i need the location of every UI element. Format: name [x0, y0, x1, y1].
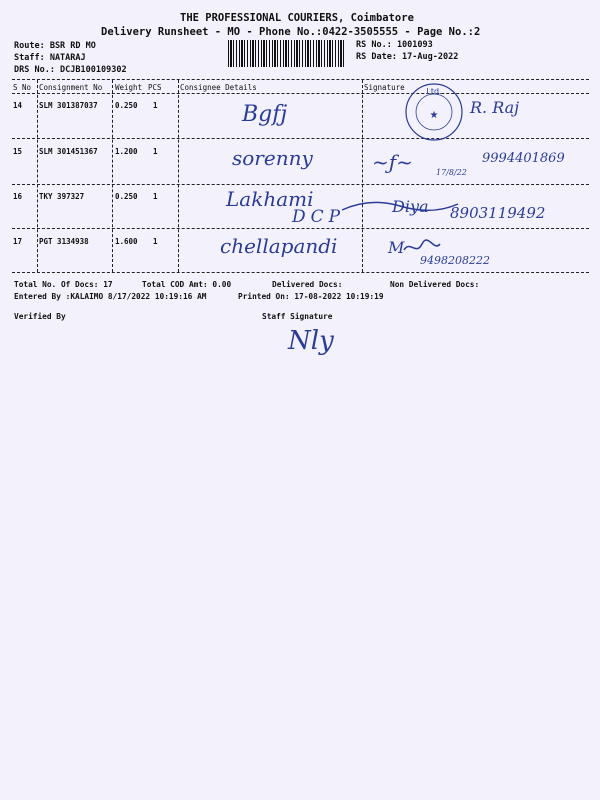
divider: [12, 184, 589, 185]
handwritten-consignee: chellapandi: [220, 234, 338, 258]
row-weight: 0.250: [115, 192, 138, 201]
row-consignment: SLM 301387037: [39, 101, 98, 110]
col-header-pcs: PCS: [148, 83, 162, 92]
col-header-consignment: Consignment No: [39, 83, 103, 92]
row-sno: 16: [13, 192, 23, 201]
printed-on: Printed On: 17-08-2022 10:19:19: [238, 292, 384, 301]
handwritten-phone: 9994401869: [482, 151, 565, 166]
row-weight: 0.250: [115, 101, 138, 110]
row-sno: 17: [13, 237, 23, 246]
col-header-weight: Weight: [115, 83, 143, 92]
row-weight: 1.200: [115, 147, 138, 156]
staff-signature: Nly: [288, 326, 334, 356]
company-title: THE PROFESSIONAL COURIERS, Coimbatore: [180, 12, 414, 24]
verified-by: Verified By: [14, 312, 66, 321]
row-pcs: 1: [153, 237, 158, 246]
row-pcs: 1: [153, 192, 158, 201]
drs-number: DRS No.: DCJB100109302: [14, 65, 127, 75]
handwritten-signature: Diya: [392, 197, 429, 216]
rs-number: RS No.: 1001093: [356, 40, 433, 50]
barcode: [228, 40, 346, 67]
company-stamp: [402, 80, 466, 144]
col-header-consignee: Consignee Details: [180, 83, 257, 92]
handwritten-consignee: sorenny: [232, 146, 313, 170]
row-consignment: SLM 301451367: [39, 147, 98, 156]
column-divider: [37, 80, 38, 272]
staff-label: Staff: NATARAJ: [14, 53, 86, 63]
col-header-sno: S No: [13, 83, 32, 92]
handwritten-phone: 9498208222: [420, 254, 490, 267]
non-delivered-docs: Non Delivered Docs:: [390, 280, 480, 289]
row-consignment: TKY 397327: [39, 192, 85, 201]
total-cod: Total COD Amt: 0.00: [142, 280, 232, 289]
stamp-text: Ltd.: [426, 87, 442, 96]
handwritten-phone: 8903119492: [450, 204, 546, 222]
handwritten-consignee: Lakhami: [226, 187, 314, 211]
route-label: Route: BSR RD MO: [14, 41, 96, 51]
column-divider: [112, 80, 113, 272]
row-sno: 14: [13, 101, 23, 110]
rs-date: RS Date: 17-Aug-2022: [356, 52, 459, 62]
row-pcs: 1: [153, 147, 158, 156]
handwritten-date: 17/8/22: [436, 168, 467, 177]
svg-text:★: ★: [429, 110, 439, 121]
row-sno: 15: [13, 147, 23, 156]
divider: [12, 138, 589, 139]
total-docs: Total No. Of Docs: 17: [14, 280, 113, 289]
divider: [12, 79, 589, 80]
runsheet-subtitle: Delivery Runsheet - MO - Phone No.:0422-3505555 - Page No.:2: [101, 26, 481, 38]
column-divider: [178, 80, 179, 272]
handwritten-signature: ~ƒ~: [372, 150, 413, 174]
handwritten-signature: M: [388, 238, 405, 257]
staff-signature-label: Staff Signature: [262, 312, 333, 321]
handwritten-note: DCP: [292, 207, 346, 227]
signature-stroke: [340, 196, 460, 220]
col-header-signature: Signature: [364, 83, 405, 92]
divider: [12, 228, 589, 229]
divider: [12, 93, 589, 94]
entered-by: Entered By :KALAIMO 8/17/2022 10:19:16 AM: [14, 292, 207, 301]
handwritten-signature: R. Raj: [470, 98, 520, 117]
delivered-docs: Delivered Docs:: [272, 280, 343, 289]
handwritten-consignee: Bgfj: [242, 102, 288, 127]
row-weight: 1.600: [115, 237, 138, 246]
row-consignment: PGT 3134938: [39, 237, 89, 246]
column-divider: [362, 80, 363, 272]
divider: [12, 272, 589, 273]
row-pcs: 1: [153, 101, 158, 110]
